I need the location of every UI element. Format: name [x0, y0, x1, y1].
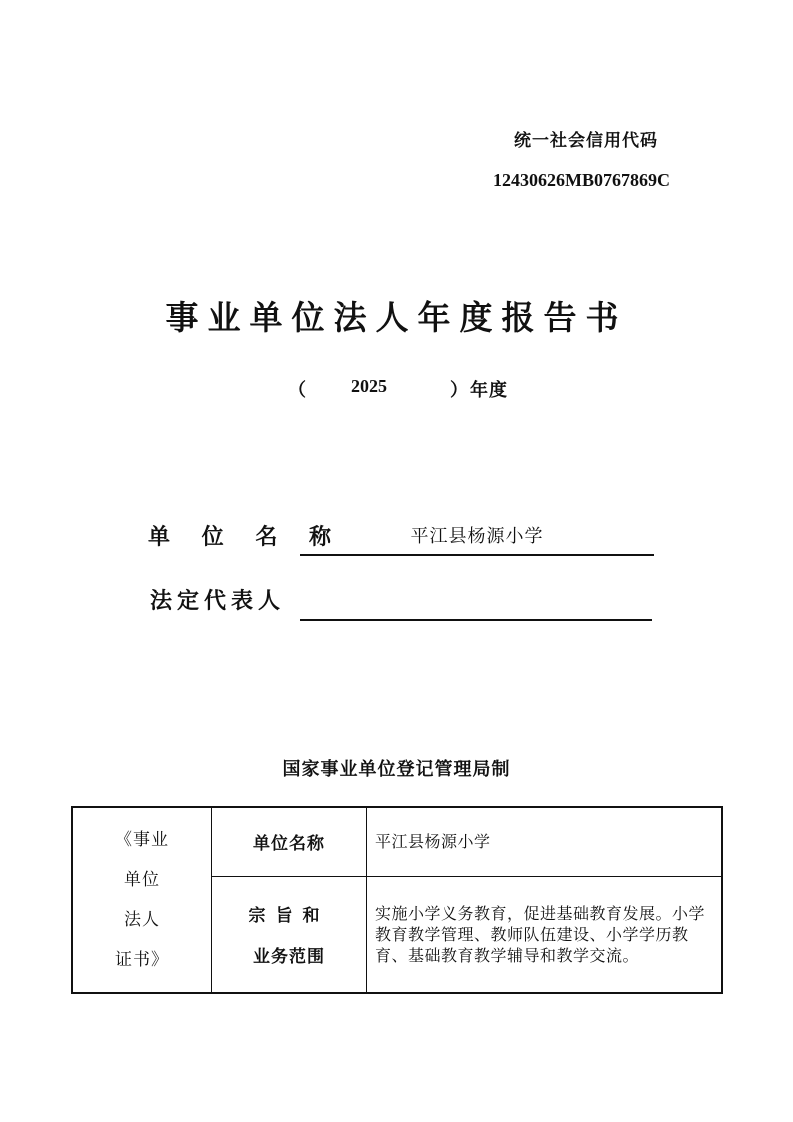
purpose-scope-header-line2: 业务范围: [253, 947, 325, 968]
issuer-line: 国家事业单位登记管理局制: [282, 759, 511, 780]
table-unit-name-value: 平江县杨源小学: [375, 832, 491, 852]
purpose-scope-header-line1: 宗旨和: [248, 906, 330, 927]
purpose-scope-header-cell: [212, 876, 367, 993]
certificate-title-line: 法人: [124, 910, 160, 930]
credit-code-label: 统一社会信用代码: [514, 131, 658, 151]
unit-name-value-cell: [367, 807, 723, 876]
year-close-paren: ）: [450, 380, 468, 401]
purpose-scope-value-cell: [367, 876, 723, 993]
unit-name-header-cell: [212, 807, 367, 876]
certificate-title-cell: [72, 807, 212, 993]
table-row: [72, 807, 722, 876]
certificate-info-table: [71, 806, 723, 994]
page-title: 事业单位法人年度报告书: [165, 298, 628, 337]
credit-code-value: 12430626MB0767869C: [493, 170, 670, 190]
year-open-paren: （: [288, 380, 306, 401]
certificate-title-line: 单位: [124, 870, 160, 890]
legal-representative-field: [300, 585, 652, 621]
certificate-title-line: 证书》: [115, 950, 169, 970]
unit-name-label: 单 位 名 称: [148, 525, 343, 550]
year-suffix: 年度: [470, 380, 508, 401]
report-year-line: [0, 376, 793, 402]
unit-name-value: 平江县杨源小学: [410, 526, 544, 547]
legal-representative-label: 法定代表人: [150, 589, 286, 614]
purpose-scope-value: 实施小学义务教育，促进基础教育发展。小学教育教学管理、教师队伍建设、小学学历教育、基础教育教学辅导和教学交流。: [375, 903, 706, 965]
certificate-title-line: 《事业: [115, 830, 169, 850]
report-year: 2025: [351, 376, 387, 396]
unit-name-header: 单位名称: [253, 834, 325, 855]
